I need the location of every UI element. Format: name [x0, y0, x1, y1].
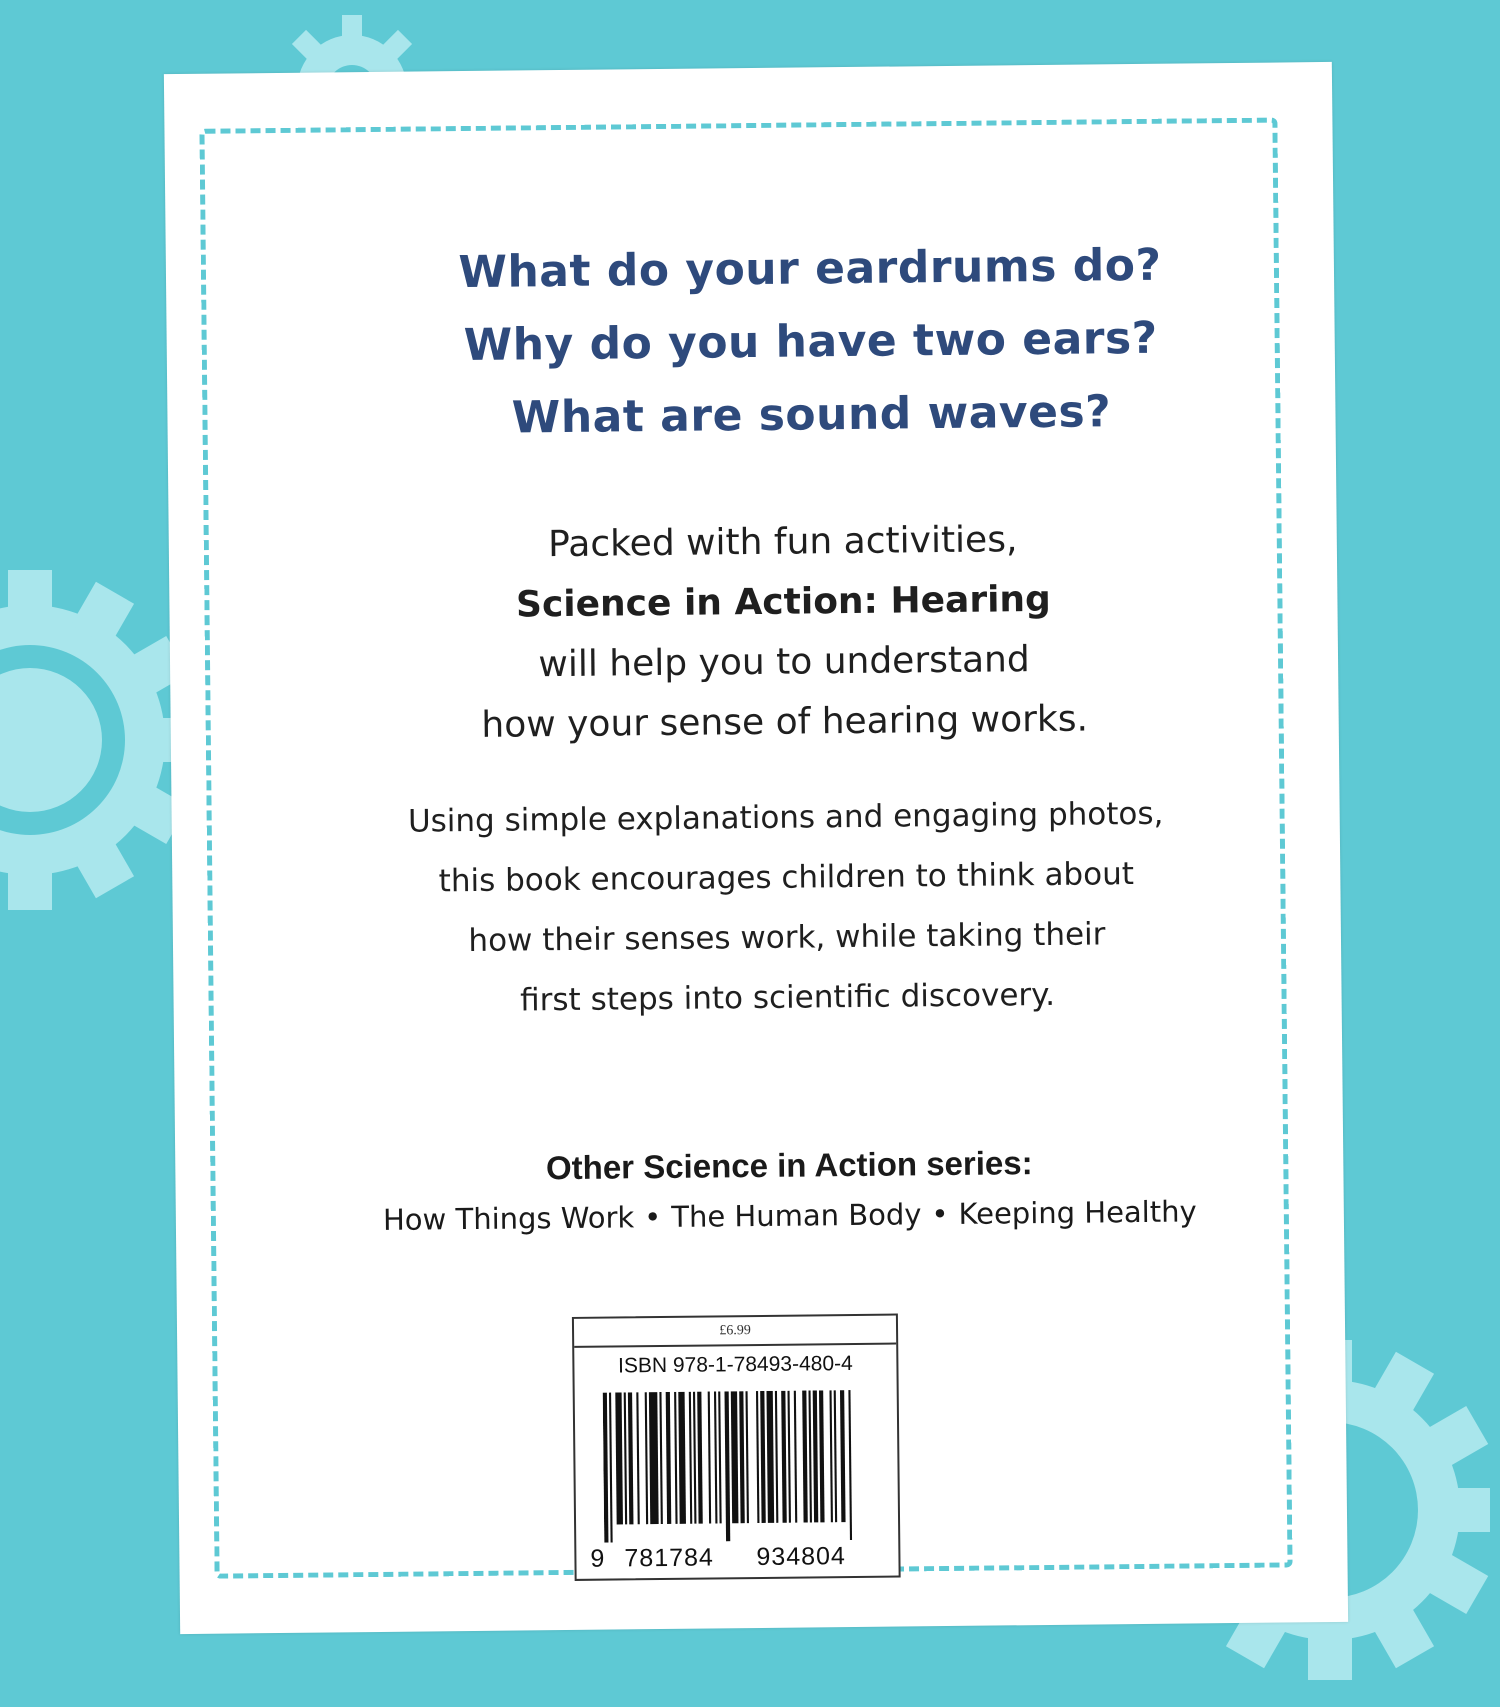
intro-line: will help you to understand [538, 639, 1030, 686]
description-line: how their senses work, while taking their [468, 916, 1106, 960]
barcode-bar [834, 1390, 837, 1522]
series-title: How Things Work [382, 1200, 635, 1237]
barcode-bar [697, 1392, 703, 1524]
barcode-bar [775, 1391, 778, 1523]
barcode-box [572, 1314, 901, 1581]
barcode-bar [615, 1392, 623, 1524]
barcode-bar [813, 1390, 819, 1522]
barcode-bar [756, 1391, 759, 1523]
book-title: Science in Action: Hearing [515, 578, 1052, 626]
question-eardrums: What do your eardrums do? [458, 239, 1162, 299]
barcode-bar [649, 1392, 659, 1524]
bullet-separator: • [644, 1200, 662, 1235]
barcode-bar [802, 1391, 808, 1523]
description-line: first steps into scientific discovery. [519, 976, 1056, 1019]
barcode-bar [624, 1392, 627, 1524]
barcode-bar [739, 1391, 745, 1523]
questions-block [166, 227, 1336, 458]
barcode-bar [745, 1391, 748, 1523]
barcode-bar [731, 1391, 739, 1523]
barcode-bar [666, 1392, 672, 1524]
series-block [175, 1137, 1344, 1245]
description-line: Using simple explanations and engaging photos, [407, 795, 1164, 840]
barcode-digit-group: 934804 [756, 1542, 847, 1572]
intro-line: how your sense of hearing works. [481, 698, 1089, 746]
barcode-bar [808, 1390, 811, 1522]
isbn-label: ISBN 978-1-78493-480-4 [617, 1352, 853, 1378]
barcode-bar [609, 1393, 613, 1543]
barcode-bar [678, 1392, 686, 1524]
barcode-bar [674, 1392, 677, 1524]
barcode-bar [689, 1392, 692, 1524]
barcode-digits [590, 1542, 884, 1573]
series-title: Keeping Healthy [958, 1194, 1197, 1231]
barcode-bar [714, 1391, 717, 1523]
barcode-bar [760, 1391, 766, 1523]
question-sound-waves: What are sound waves? [511, 386, 1112, 444]
barcode-bar [693, 1392, 696, 1524]
barcode-bars [603, 1390, 871, 1543]
barcode-bar [781, 1391, 787, 1523]
barcode-bar [628, 1392, 634, 1524]
barcode-bar [829, 1390, 832, 1522]
series-heading: Other Science in Action series: [545, 1144, 1033, 1187]
intro-block [169, 507, 1339, 759]
barcode-bar [659, 1392, 662, 1524]
barcode-bar [718, 1391, 721, 1523]
barcode-bar [724, 1391, 730, 1541]
cover-panel [164, 62, 1348, 1634]
barcode-bar [848, 1390, 852, 1540]
question-two-ears: Why do you have two ears? [463, 312, 1158, 372]
barcode-bar [645, 1392, 648, 1524]
series-title: The Human Body [671, 1197, 922, 1234]
price-label: £6.99 [574, 1316, 896, 1348]
description-line: this book encourages children to think about [438, 856, 1135, 900]
description-block [171, 782, 1341, 1034]
barcode-bar [819, 1390, 825, 1522]
barcode-bar [766, 1391, 774, 1523]
barcode-bar [708, 1392, 711, 1524]
bullet-separator: • [931, 1197, 949, 1232]
barcode-bar [636, 1392, 639, 1524]
barcode-bar [794, 1391, 797, 1523]
barcode-digit-group: 781784 [624, 1543, 715, 1573]
barcode-bar [840, 1390, 846, 1522]
barcode-bar [603, 1393, 609, 1543]
barcode-digit-first: 9 [590, 1544, 605, 1573]
barcode-bar [787, 1391, 790, 1523]
intro-line: Packed with fun activities, [547, 519, 1018, 566]
